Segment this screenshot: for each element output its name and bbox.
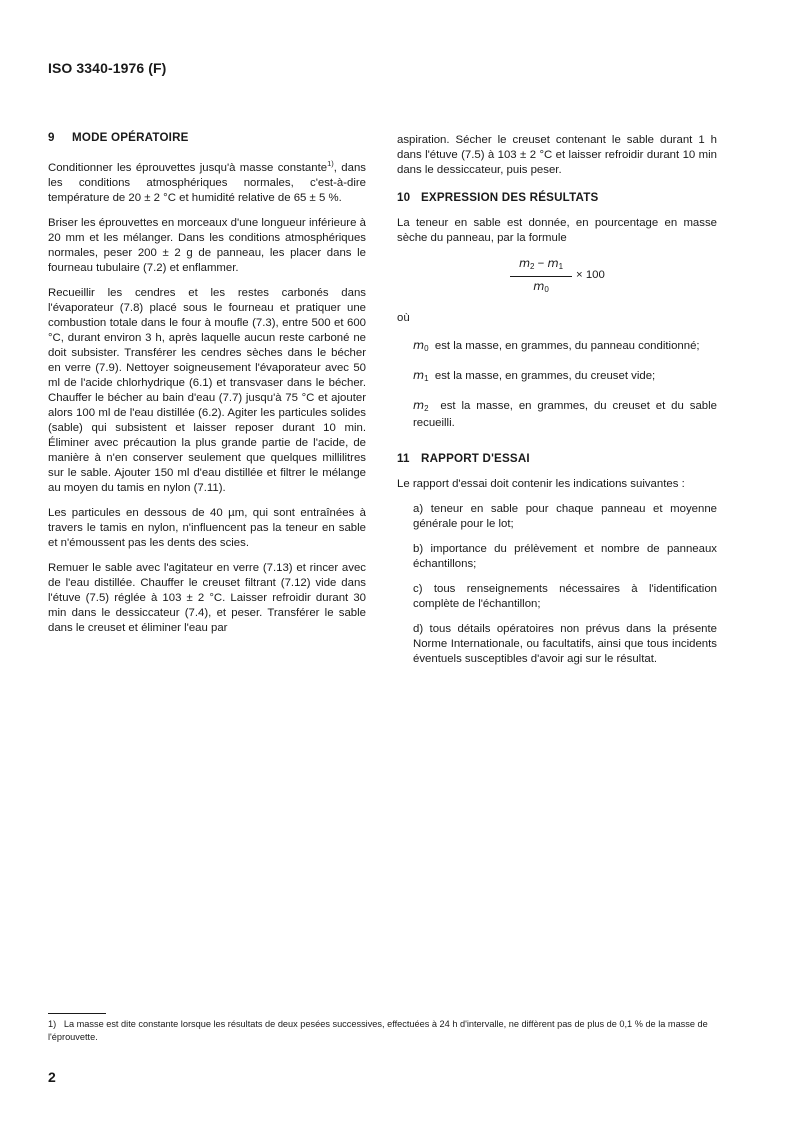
denominator-symbol: m [533,279,545,293]
numerator-symbol-b: m [547,256,559,270]
numerator-subscript-b: 1 [558,262,564,271]
denominator-subscript: 0 [544,285,549,294]
formula-numerator [517,256,565,276]
paragraph-1-rest: , dans les conditions atmosphériques normales, c'est-à-dire température de 20 ± 2 °C et humidité relative de 65 ± 5 %. [48,162,366,204]
numerator-symbol-a: m [518,256,531,270]
definition-subscript: 1 [424,374,429,383]
section-9-title: MODE OPÉRATOIRE [72,131,189,144]
list-item: a) teneur en sable pour chaque panneau et moyenne générale pour le lot; [413,503,717,530]
section-9-paragraph-2: Briser les éprouvettes en morceaux d'une longueur inférieure à 20 mm et les mélanger. Dans les conditions atmosphériques normales, peser 200 ± 2 g de panneau, les placer dans le fourneau tubulaire (7.2) et enflammer. [48,217,366,274]
definition-symbol: m [413,368,425,382]
section-10-heading [397,190,717,205]
list-item: b) importance du prélèvement et nombre de panneaux échantillons; [413,543,717,570]
list-item: c) tous renseignements nécessaires à l'identification complète de l'échantillon; [413,583,717,610]
section-9-continuation: aspiration. Sécher le creuset contenant le sable durant 1 h dans l'étuve (7.5) à 103 ± 2 °C et laisser refroidir durant 10 min dans le dessiccateur, puis peser. [397,134,717,176]
definition-subscript: 2 [424,404,429,413]
section-9-paragraph-5: Remuer le sable avec l'agitateur en verre (7.13) et rincer avec de l'eau distillée. Chauffer le creuset filtrant (7.12) vide dans l'étuve (7.5) réglée à 103 ± 2 °C. Laisser refroidir durant 30 min dans le dessiccateur (7.4), et peser. Transférer le sable dans le creuset et éliminer l'eau par [48,562,366,634]
section-9-number: 9 [48,131,55,144]
numerator-subscript-a: 2 [530,262,535,271]
section-9-heading [48,130,366,145]
formula-denominator [533,277,549,297]
page-number: 2 [48,1069,56,1085]
definition-symbol: m [413,338,425,352]
definition-m1 [413,368,717,386]
footnote-text: La masse est dite constante lorsque les résultats de deux pesées successives, effectuées à 24 h d'intervalle, ne diffèrent pas de plus de 0,1 % de la masse de l'éprouvette. [48,1019,708,1042]
definition-m0 [413,338,717,356]
where-label: où [397,312,410,324]
footnote-reference[interactable]: 1) [327,159,334,168]
section-10-number: 10 [397,191,411,204]
definition-text: est la masse, en grammes, du creuset vide; [434,370,656,382]
formula-fraction [510,256,572,297]
right-column [397,133,717,677]
section-9-paragraph-4: Les particules en dessous de 40 µm, qui sont entraînées à travers le tamis en nylon, n'influencent pas la teneur en sable et n'émoussent pas les dents des scies. [48,507,366,549]
section-9-paragraph-1 [48,156,366,206]
minus-sign: − [534,258,548,270]
definition-text: est la masse, en grammes, du creuset et du sable recueilli. [413,400,717,429]
sand-content-formula [510,256,717,297]
paragraph-1-start: Conditionner les éprouvettes jusqu'à masse constante [48,162,328,174]
section-11-intro: Le rapport d'essai doit contenir les indications suivantes : [397,478,685,490]
footnote-mark: 1) [48,1019,57,1029]
definition-text: est la masse, en grammes, du panneau conditionné; [434,340,700,352]
left-column [48,130,366,646]
list-item: d) tous détails opératoires non prévus dans la présente Norme Internationale, ou facultatifs, ainsi que tous incidents éventuels susceptibles d'avoir agi sur le résultat. [413,623,717,665]
definition-subscript: 0 [424,344,429,353]
definition-symbol: m [413,398,425,412]
definition-m2 [413,398,717,431]
section-11-heading [397,451,717,466]
footnote [48,1018,738,1044]
section-10-intro: La teneur en sable est donnée, en pourcentage en masse sèche du panneau, par la formule [397,217,717,244]
formula-multiplier: × 100 [576,269,605,281]
footnote-divider [48,1013,106,1014]
section-11-number: 11 [397,452,410,465]
section-11-title: RAPPORT D'ESSAI [421,452,530,465]
document-reference: ISO 3340-1976 (F) [48,60,167,76]
section-9-paragraph-3: Recueillir les cendres et les restes carbonés dans l'évaporateur (7.8) placé sous le fourneau et pratiquer une combustion totale dans le four à moufle (7.3), entre 500 et 600 °C, durant environ 3 h, après laquelle aucun reste carboné ne doit subsister. Transférer les cendres sèches dans le bécher en verre (7.9). Nettoyer soigneusement l'évaporateur avec 50 ml de l'acide chlorhydrique (6.1) et transvaser dans le bécher. Chauffer le bécher au bain d'eau (7.7) jusqu'à 75 °C et ajouter alors 100 ml de l'eau distillée (6.2). Agiter les particules solides (sable) qui subsistent et laisser reposer durant 10 min. Éliminer avec précaution la plus grande partie de l'acide, de manière à n'en conserver seulement que quelques millilitres sur le sable. Ajouter 150 ml d'eau distillée et filtrer le mélange au moyen du tamis en nylon (7.11). [48,287,366,494]
section-10-title: EXPRESSION DES RÉSULTATS [421,191,599,204]
